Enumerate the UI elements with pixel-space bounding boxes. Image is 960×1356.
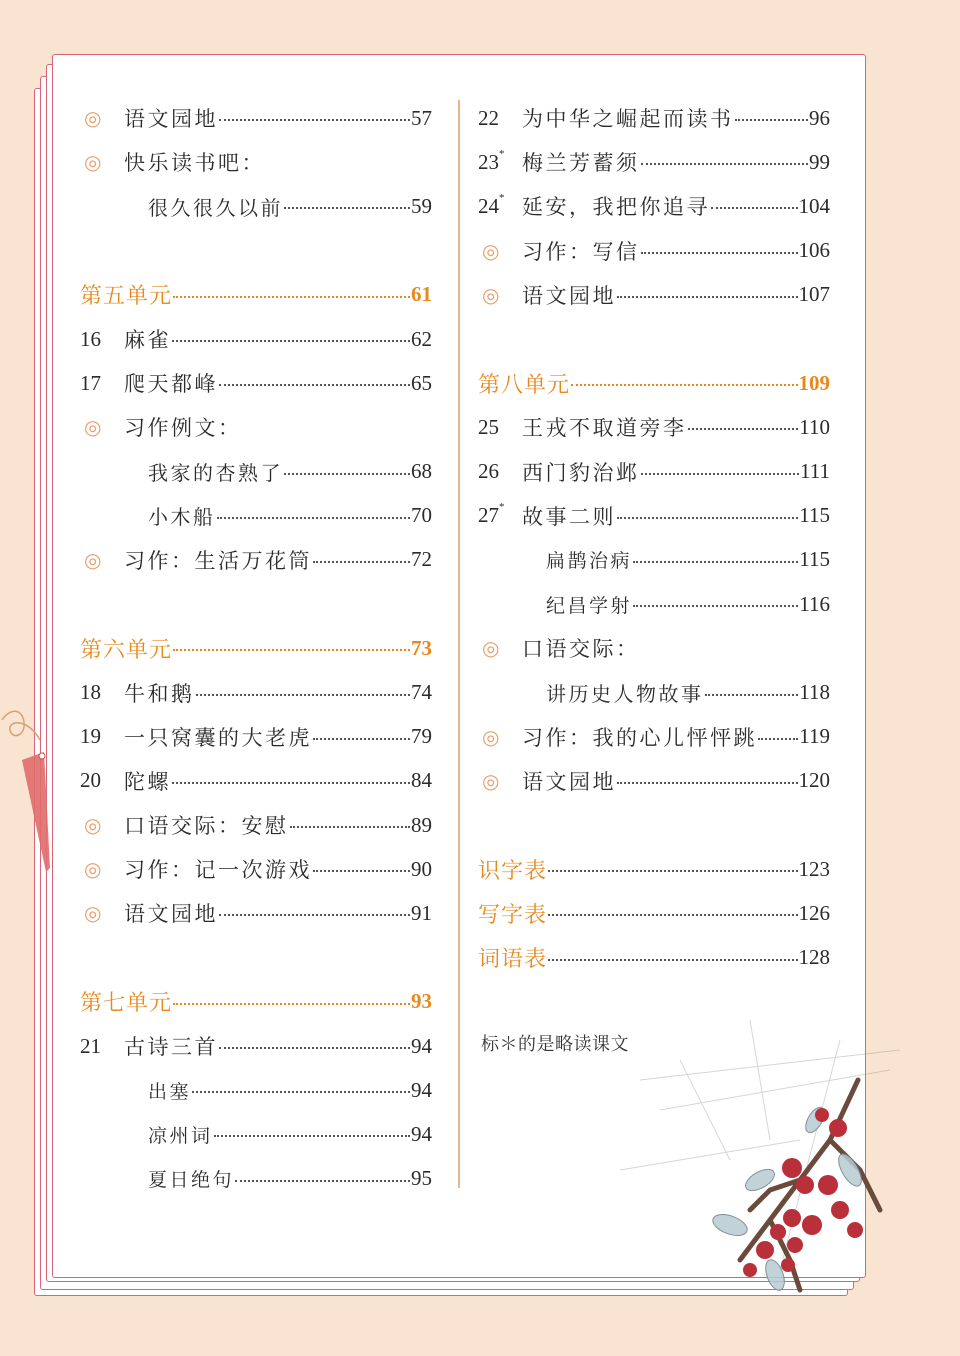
toc-entry[interactable] [478,670,830,714]
double-circle-icon: ◎ [84,857,102,882]
double-circle-icon: ◎ [84,150,102,175]
toc-entry[interactable] [80,1112,432,1156]
dot-leader [617,296,798,298]
dot-leader [192,1091,410,1093]
page-number: 109 [798,370,830,395]
optional-reading-star: * [499,147,505,160]
toc-entry[interactable] [478,582,830,626]
lesson-number-text: 24 [478,193,499,218]
unit-heading[interactable] [478,361,830,405]
toc-entry[interactable] [80,891,432,935]
lesson-number-text: 22 [478,105,499,130]
page-number: 72 [411,547,432,572]
footnote: 标＊的是略读课文 [481,1034,629,1055]
toc-entry[interactable] [80,361,432,405]
page-number: 94 [411,1121,432,1146]
toc-entry[interactable] [80,803,432,847]
entry-title: 语文园地 [124,902,218,927]
lesson-number [478,106,522,131]
lesson-number [80,724,124,749]
dot-leader [173,1003,410,1005]
lesson-number-text: 20 [80,768,101,793]
toc-entry[interactable] [80,405,432,449]
page-number: 126 [798,900,830,925]
lesson-number-text: 25 [478,414,499,439]
dot-leader [219,1047,410,1049]
entry-title: 梅兰芳蓄须 [522,151,640,176]
double-circle-icon: ◎ [482,724,500,749]
page-number: 120 [798,768,830,793]
dot-leader [284,473,410,475]
dot-leader [290,826,411,828]
double-circle-icon: ◎ [84,106,102,131]
toc-entry[interactable] [478,96,830,140]
entry-title: 口语交际：安慰 [124,814,289,839]
unit-heading[interactable] [80,980,432,1024]
dot-leader [548,914,797,916]
lesson-number-text: 23 [478,149,499,174]
lesson-number [80,768,124,793]
dot-leader [633,605,798,607]
toc-entry[interactable] [80,670,432,714]
page-number: 59 [411,193,432,218]
page-number: 65 [411,370,432,395]
entry-title: 夏日绝句 [148,1169,235,1192]
toc-entry[interactable] [478,229,830,273]
entry-title: 我家的杏熟了 [148,461,283,486]
entry-title: 王戎不取道旁李 [522,416,687,441]
page-number: 119 [799,724,830,749]
entry-title: 识字表 [478,858,548,884]
section-gap [80,229,432,273]
entry-title: 延安，我把你追寻 [522,195,710,220]
entry-title: 口语交际： [522,637,640,662]
double-circle-icon: ◎ [482,636,500,661]
dot-leader [219,384,410,386]
toc-right-column [478,96,830,980]
dot-leader [548,959,797,961]
dot-leader [235,1180,410,1182]
lesson-number [80,371,124,396]
dot-leader [705,694,799,696]
dot-leader [617,517,798,519]
lesson-number-text: 18 [80,680,101,705]
toc-entry[interactable] [478,626,830,670]
page-number: 116 [799,591,830,616]
lesson-number-text: 21 [80,1033,101,1058]
appendix-entry[interactable] [478,936,830,980]
section-gap [80,582,432,626]
entry-title: 麻雀 [124,328,171,353]
double-circle-icon: ◎ [482,238,500,263]
page-number: 62 [411,326,432,351]
page-number: 115 [799,547,830,572]
page-number: 96 [809,105,830,130]
lesson-number-text: 26 [478,459,499,484]
toc-entry[interactable] [80,538,432,582]
page-number: 94 [411,1033,432,1058]
page-number: 93 [411,989,432,1014]
entry-title: 习作：生活万花筒 [124,548,312,573]
double-circle-icon: ◎ [84,901,102,926]
section-gap [478,317,830,361]
toc-entry[interactable] [478,759,830,803]
double-circle-icon: ◎ [84,813,102,838]
dot-leader [617,782,798,784]
double-circle-icon: ◎ [482,768,500,793]
toc-entry[interactable] [478,494,830,538]
entry-title: 讲历史人物故事 [546,682,704,707]
entry-title: 词语表 [478,947,548,973]
lesson-number [80,1034,124,1059]
page-number: 128 [798,945,830,970]
page-number: 79 [411,724,432,749]
page-number: 123 [798,856,830,881]
page-number: 94 [411,1077,432,1102]
lesson-number [478,191,522,219]
optional-reading-star: * [499,191,505,204]
toc-entry[interactable] [478,538,830,582]
entry-title: 第七单元 [80,991,173,1017]
page-number: 74 [411,680,432,705]
dot-leader [571,384,797,386]
toc-entry[interactable] [80,96,432,140]
entry-title: 习作：我的心儿怦怦跳 [522,725,757,750]
toc-entry[interactable] [478,715,830,759]
lesson-number [478,503,522,528]
toc-entry[interactable] [80,184,432,228]
dot-leader [313,870,410,872]
lesson-number [478,147,522,175]
lesson-number [80,680,124,705]
appendix-entry[interactable] [478,847,830,891]
page-number: 106 [798,238,830,263]
entry-title: 爬天都峰 [124,372,218,397]
toc-entry[interactable] [80,1024,432,1068]
toc-entry[interactable] [80,759,432,803]
section-gap [80,936,432,980]
lesson-number [478,415,522,440]
toc-left-column [80,96,432,1201]
page-number: 89 [411,812,432,837]
dot-leader [641,252,798,254]
dot-leader [641,473,800,475]
lesson-number-text: 27 [478,503,499,528]
toc-entry[interactable] [478,450,830,494]
page-number: 61 [411,282,432,307]
entry-title: 古诗三首 [124,1035,218,1060]
dot-leader [284,207,410,209]
dot-leader [758,738,798,740]
page-number: 115 [799,503,830,528]
dot-leader [548,870,797,872]
unit-heading[interactable] [80,273,432,317]
dot-leader [173,649,410,651]
page-number: 84 [411,768,432,793]
toc-entry[interactable] [80,847,432,891]
toc-entry[interactable] [80,1157,432,1201]
page-number: 68 [411,459,432,484]
dot-leader [313,738,410,740]
dot-leader [219,914,410,916]
entry-title: 习作：记一次游戏 [124,858,312,883]
toc-entry[interactable] [80,450,432,494]
entry-title: 语文园地 [522,283,616,308]
entry-title: 写字表 [478,902,548,928]
toc-entry[interactable] [80,715,432,759]
dot-leader [711,207,798,209]
page-number: 110 [799,414,830,439]
entry-title: 纪昌学射 [546,594,633,617]
page-number: 95 [411,1166,432,1191]
dot-leader [688,428,799,430]
dot-leader [172,782,410,784]
entry-title: 牛和鹅 [124,681,195,706]
dot-leader [633,561,798,563]
page-number: 104 [798,193,830,218]
dot-leader [172,340,410,342]
entry-title: 凉州词 [148,1124,213,1147]
dot-leader [214,1135,410,1137]
entry-title: 第五单元 [80,284,173,310]
entry-title: 第八单元 [478,372,571,398]
lesson-number-text: 17 [80,370,101,395]
lesson-number-text: 16 [80,326,101,351]
dot-leader [313,561,410,563]
dot-leader [735,119,809,121]
dot-leader [173,296,410,298]
appendix-entry[interactable] [478,891,830,935]
lesson-number [80,327,124,352]
page-number: 118 [799,680,830,705]
page-number: 91 [411,900,432,925]
toc-entry[interactable] [80,494,432,538]
entry-title: 出塞 [148,1080,192,1103]
entry-title: 陀螺 [124,769,171,794]
entry-title: 习作例文： [124,416,242,441]
lesson-number-text: 19 [80,724,101,749]
toc-entry[interactable] [80,317,432,361]
page-number: 107 [798,282,830,307]
toc-entry[interactable] [80,1068,432,1112]
page-number: 70 [411,503,432,528]
double-circle-icon: ◎ [84,415,102,440]
entry-title: 小木船 [148,505,216,530]
entry-title: 为中华之崛起而读书 [522,107,734,132]
toc-entry[interactable] [478,273,830,317]
toc-entry[interactable] [478,405,830,449]
entry-title: 第六单元 [80,637,173,663]
entry-title: 扁鹊治病 [546,550,633,573]
dot-leader [641,163,809,165]
dot-leader [217,517,411,519]
toc-entry[interactable] [478,140,830,184]
entry-title: 西门豹治邺 [522,460,640,485]
dot-leader [196,694,411,696]
page-number: 99 [809,149,830,174]
entry-title: 故事二则 [522,504,616,529]
toc-entry[interactable] [478,184,830,228]
page-number: 111 [800,459,830,484]
entry-title: 快乐读书吧： [124,151,265,176]
entry-title: 很久很久以前 [148,195,283,220]
lesson-number [478,459,522,484]
entry-title: 语文园地 [124,107,218,132]
entry-title: 习作：写信 [522,239,640,264]
entry-title: 一只窝囊的大老虎 [124,725,312,750]
entry-title: 语文园地 [522,769,616,794]
section-gap [478,803,830,847]
page-number: 73 [411,635,432,660]
page-number: 90 [411,856,432,881]
page-number: 57 [411,105,432,130]
toc-entry[interactable] [80,140,432,184]
double-circle-icon: ◎ [84,547,102,572]
double-circle-icon: ◎ [482,282,500,307]
column-divider [458,100,460,1188]
plum-branch-painting [600,1020,900,1324]
optional-reading-star: * [499,501,505,514]
dot-leader [219,119,410,121]
unit-heading[interactable] [80,626,432,670]
